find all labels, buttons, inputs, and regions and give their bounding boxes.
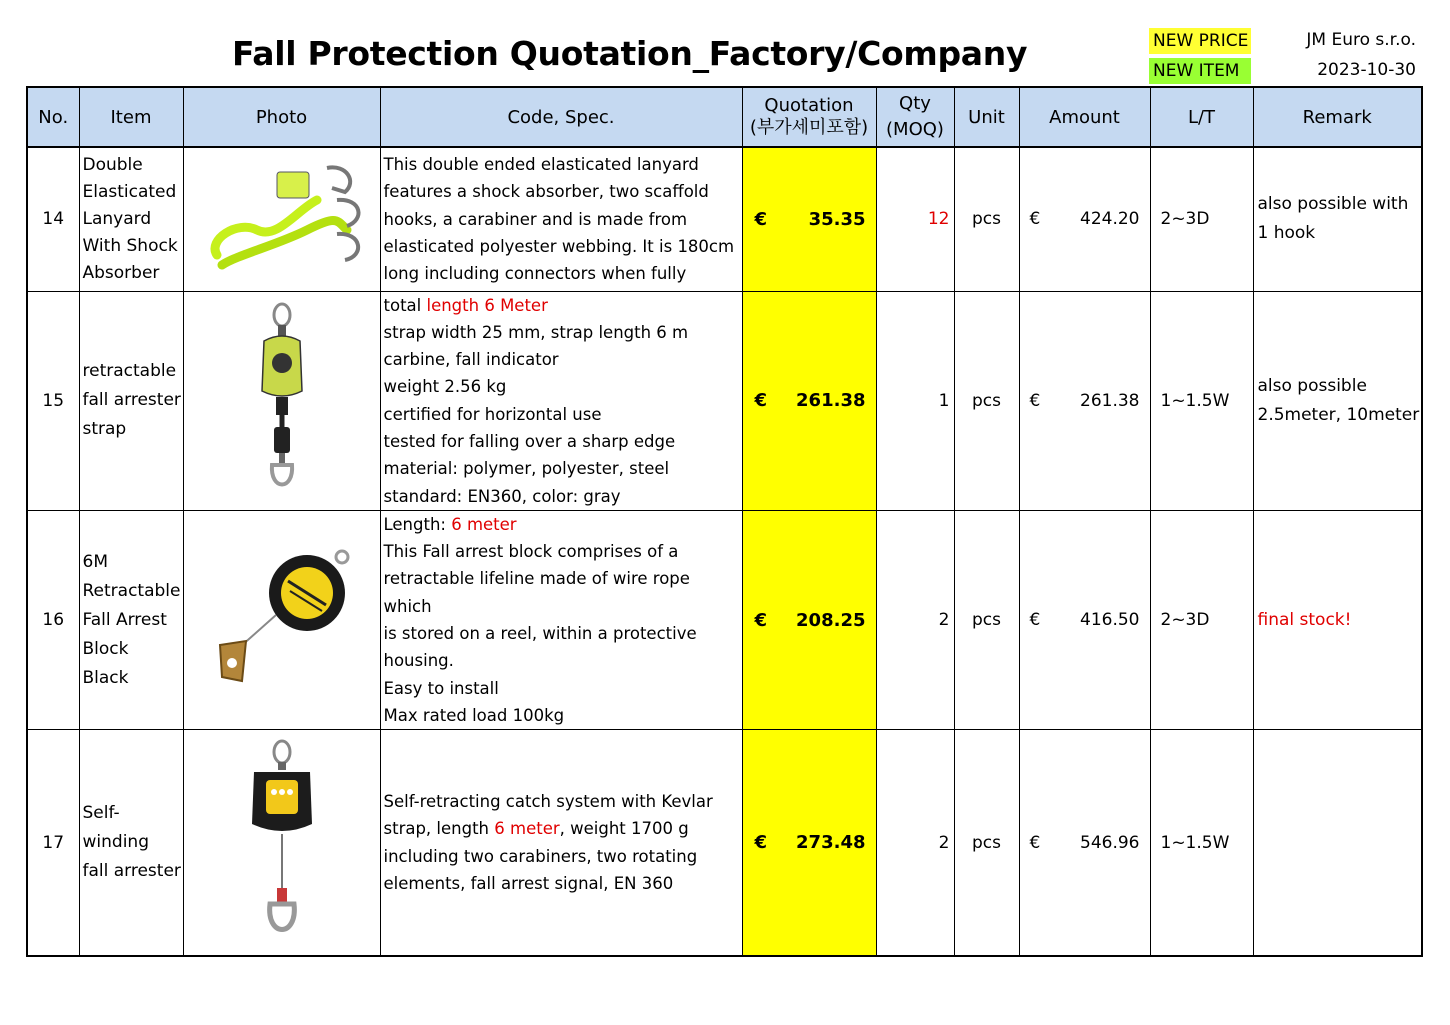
spec-line: is stored on a reel, within a protective (383, 624, 697, 644)
currency-symbol: € (754, 832, 768, 853)
spec-line: standard: EN360, color: gray (383, 486, 621, 506)
col-header-photo: Photo (183, 87, 380, 147)
col-header-no: No. (27, 87, 79, 147)
spec-text: strap, length (383, 819, 495, 839)
col-header-qty-line1: Qty (899, 93, 931, 114)
spec-line: elements, fall arrest signal, EN 360 (383, 873, 674, 893)
price-value: 35.35 (808, 208, 866, 230)
row-amount (1019, 730, 1150, 956)
table-row (27, 730, 1422, 956)
remark-line: also possible with (1257, 194, 1409, 215)
spec-line: tested for falling over a sharp edge (383, 431, 676, 451)
currency-symbol: € (1029, 610, 1041, 631)
item-line: Elasticated (82, 181, 177, 202)
item-line: Retractable (82, 580, 181, 601)
item-line: Absorber (82, 262, 160, 283)
row-amount (1019, 147, 1150, 291)
spec-line: elasticated polyester webbing. It is 180cm (383, 236, 735, 256)
row-photo (183, 510, 380, 729)
spec-line: strap width 25 mm, strap length 6 m (383, 322, 689, 342)
spec-line (384, 511, 742, 538)
spec-text: total (383, 295, 427, 315)
row-remark (1253, 147, 1422, 291)
row-photo (183, 291, 380, 510)
price-value: 261.38 (796, 390, 866, 412)
table-row (27, 147, 1422, 291)
col-header-quotation-line2: (부가세미포함) (749, 117, 869, 138)
row-lt: 1~1.5W (1150, 730, 1253, 956)
item-line: fall arrester (82, 861, 181, 881)
price-value: 208.25 (796, 609, 866, 631)
spec-line (384, 292, 742, 319)
row-quotation (742, 730, 876, 956)
row-lt: 2~3D (1150, 147, 1253, 291)
spec-line: Max rated load 100kg (383, 705, 565, 725)
spec-line: certified for horizontal use (383, 404, 602, 424)
row-no: 15 (27, 291, 79, 510)
spec-line: hooks, a carabiner and is made from (383, 209, 688, 229)
spec-line: long including connectors when fully (383, 264, 687, 284)
col-header-code: Code, Spec. (380, 87, 742, 147)
row-amount (1019, 510, 1150, 729)
col-header-qty (876, 87, 954, 147)
spec-line: housing. (383, 651, 454, 671)
self-winding-arrester-photo-icon (242, 738, 322, 948)
col-header-qty-line2: (MOQ) (886, 119, 944, 140)
row-spec (380, 510, 742, 729)
table-row (27, 291, 1422, 510)
row-item (79, 291, 183, 510)
row-item (79, 147, 183, 291)
col-header-lt: L/T (1150, 87, 1253, 147)
company-name: JM Euro s.r.o. (1306, 30, 1416, 50)
item-line: winding (82, 832, 149, 852)
legend-new-price: NEW PRICE (1149, 28, 1251, 54)
spec-line: weight 2.56 kg (383, 377, 507, 397)
row-unit: pcs (954, 147, 1019, 291)
row-qty: 12 (876, 147, 954, 291)
remark-line: 1 hook (1257, 223, 1316, 244)
page-title: Fall Protection Quotation_Factory/Company (232, 34, 1028, 73)
row-quotation (742, 147, 876, 291)
row-quotation (742, 510, 876, 729)
row-unit: pcs (954, 510, 1019, 729)
amount-value: 416.50 (1080, 610, 1140, 631)
col-header-item: Item (79, 87, 183, 147)
spec-line (384, 815, 742, 842)
item-line: Fall Arrest (82, 609, 167, 630)
col-header-amount: Amount (1019, 87, 1150, 147)
item-line: Double (82, 154, 143, 175)
spec-line: Easy to install (383, 678, 499, 698)
item-line: With Shock (82, 235, 178, 256)
lanyard-photo-icon (197, 160, 367, 278)
spec-highlight: 6 meter (451, 514, 517, 534)
item-line: Black (82, 667, 129, 688)
currency-symbol: € (1029, 390, 1041, 411)
row-spec (380, 730, 742, 956)
row-qty: 2 (876, 510, 954, 729)
row-no: 17 (27, 730, 79, 956)
spec-line: carbine, fall indicator (383, 350, 559, 370)
row-item (79, 730, 183, 956)
spec-line: This double ended elasticated lanyard (383, 155, 699, 174)
currency-symbol: € (1029, 209, 1041, 230)
row-item (79, 510, 183, 729)
quote-date: 2023-10-30 (1317, 60, 1416, 80)
currency-symbol: € (754, 390, 768, 412)
row-lt: 1~1.5W (1150, 291, 1253, 510)
retractable-strap-photo-icon (252, 301, 312, 501)
row-unit: pcs (954, 730, 1019, 956)
item-line: strap (82, 419, 127, 440)
table-header-row (27, 87, 1422, 147)
price-value: 273.48 (796, 832, 866, 853)
col-header-unit: Unit (954, 87, 1019, 147)
row-qty: 2 (876, 730, 954, 956)
amount-value: 424.20 (1080, 209, 1140, 230)
spec-text: Length: (383, 514, 452, 534)
row-spec (380, 291, 742, 510)
fall-arrest-block-photo-icon (202, 545, 362, 695)
quotation-table (26, 86, 1423, 957)
spec-line: material: polymer, polyester, steel (383, 459, 670, 479)
col-header-remark: Remark (1253, 87, 1422, 147)
row-remark (1253, 730, 1422, 956)
spec-line: retractable lifeline made of wire rope which (383, 569, 690, 616)
row-lt: 2~3D (1150, 510, 1253, 729)
item-line: 6M (82, 551, 108, 572)
row-no: 16 (27, 510, 79, 729)
legend-new-item: NEW ITEM (1149, 58, 1251, 84)
spec-highlight: 6 meter (494, 819, 560, 839)
currency-symbol: € (754, 609, 768, 631)
amount-value: 261.38 (1080, 390, 1140, 411)
row-photo (183, 730, 380, 956)
item-line: retractable (82, 361, 177, 382)
item-line: fall arrester (82, 390, 181, 411)
spec-highlight: length 6 Meter (426, 295, 548, 315)
amount-value: 546.96 (1080, 832, 1140, 853)
row-quotation (742, 291, 876, 510)
row-remark (1253, 510, 1422, 729)
spec-line: This Fall arrest block comprises of a (383, 542, 679, 562)
col-header-quotation (742, 87, 876, 147)
remark-line: also possible (1257, 375, 1367, 396)
row-spec (380, 147, 742, 291)
currency-symbol: € (754, 208, 768, 230)
item-line: Block (82, 638, 129, 659)
row-remark (1253, 291, 1422, 510)
spec-text: , weight 1700 g (559, 819, 689, 839)
remark-line: final stock! (1257, 609, 1352, 630)
col-header-quotation-line1: Quotation (764, 95, 854, 116)
spec-line: features a shock absorber, two scaffold (383, 182, 709, 202)
row-photo (183, 147, 380, 291)
row-qty: 1 (876, 291, 954, 510)
item-line: Lanyard (82, 208, 152, 229)
item-line: Self- (82, 803, 120, 823)
spec-line: including two carabiners, two rotating (383, 846, 698, 866)
currency-symbol: € (1029, 832, 1041, 853)
row-no: 14 (27, 147, 79, 291)
row-unit: pcs (954, 291, 1019, 510)
remark-line: 2.5meter, 10meter (1257, 404, 1420, 425)
spec-line: Self-retracting catch system with Kevlar (383, 791, 713, 811)
table-row (27, 510, 1422, 729)
row-amount (1019, 291, 1150, 510)
